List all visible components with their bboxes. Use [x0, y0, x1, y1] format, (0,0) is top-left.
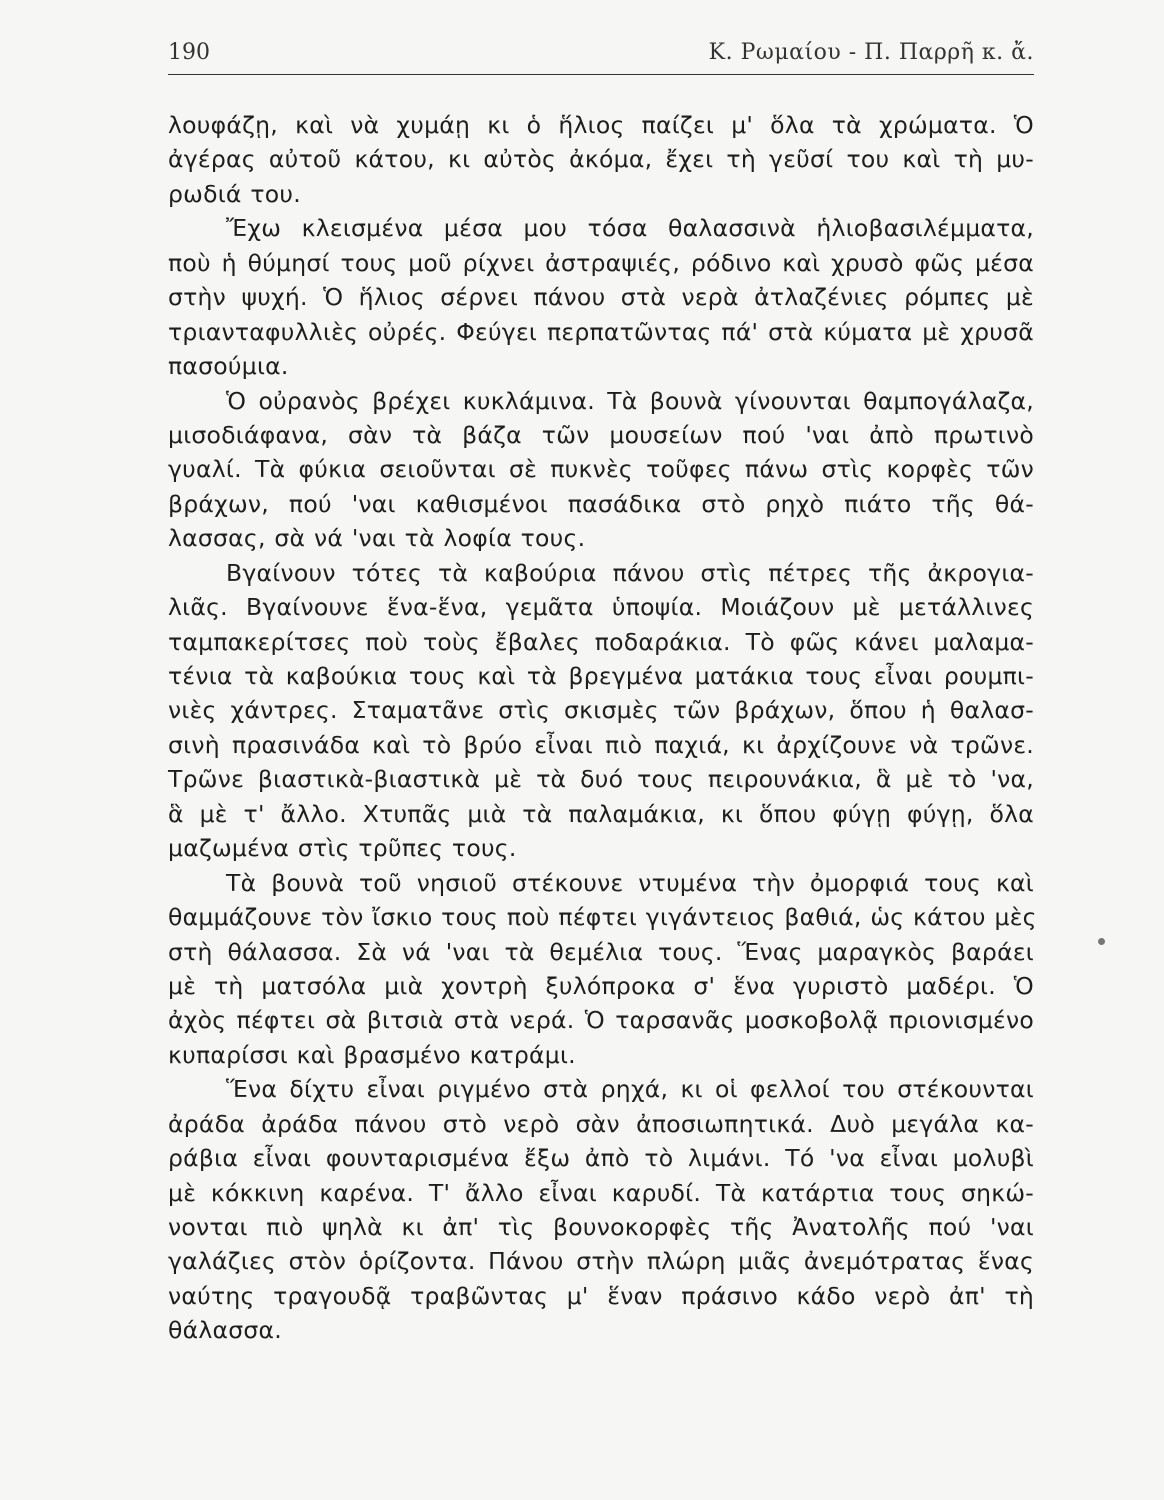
text-line: ράβια εἶναι φουνταρισμένα ἔξω ἀπὸ τὸ λιμάνι. Τό 'να εἶναι μολυβὶ [168, 1144, 1034, 1173]
text-line: μὲ τὴ ματσόλα μιὰ χοντρὴ ξυλόπροκα σ' ἕνα γυριστὸ μαδέρι. Ὁ [168, 971, 1034, 1000]
text-line: Τρῶνε βιαστικὰ-βιαστικὰ μὲ τὰ δυό τους πειρουνάκια, ἃ μὲ τὸ 'να, [168, 765, 1034, 794]
text-line: λασσας, σὰ νά 'ναι τὰ λοφία τους. [168, 524, 586, 553]
text-line: σινὴ πρασινάδα καὶ τὸ βρύο εἶναι πιὸ παχιά, κι ἀρχίζουνε νὰ τρῶνε. [168, 730, 1034, 759]
text-line: κυπαρίσσι καὶ βρασμένο κατράμι. [168, 1040, 576, 1069]
text-line: Ὁ οὐρανὸς βρέχει κυκλάμινα. Τὰ βουνὰ γίνουνται θαμπογάλαζα, [226, 386, 1034, 415]
text-line: στὴ θάλασσα. Σὰ νά 'ναι τὰ θεμέλια τους. Ἕνας μαραγκὸς βαράει [168, 937, 1034, 966]
text-line: Ἔχω κλεισμένα μέσα μου τόσα θαλασσινὰ ἡλιοβασιλέμματα, [226, 214, 1034, 243]
body-text [168, 108, 1037, 1348]
text-line: ἀράδα ἀράδα πάνου στὸ νερὸ σὰν ἀποσιωπητικά. Δυὸ μεγάλα κα- [168, 1109, 1034, 1138]
page-header [168, 40, 1034, 75]
running-head: Κ. Ρωμαίου - Π. Παρρῆ κ. ἄ. [708, 40, 1034, 65]
text-line: ποὺ ἡ θύμησί τους μοῦ ρίχνει ἀστραψιές, ρόδινο καὶ χρυσὸ φῶς μέσα [168, 248, 1034, 277]
text-line: ρωδιά του. [168, 179, 301, 208]
text-line: ναύτης τραγουδᾷ τραβῶντας μ' ἕναν πράσινο κάδο νερὸ ἀπ' τὴ [168, 1281, 1034, 1310]
text-line: νονται πιὸ ψηλὰ κι ἀπ' τὶς βουνοκορφὲς τῆς Ἀνατολῆς πού 'ναι [168, 1213, 1034, 1241]
text-line: μισοδιάφανα, σὰν τὰ βάζα τῶν μουσείων πού 'ναι ἀπὸ πρωτινὸ [168, 420, 1034, 449]
text-line: νιὲς χάντρες. Σταματᾶνε στὶς σκισμὲς τῶν βράχων, ὅπου ἡ θαλασ- [168, 696, 1034, 725]
text-line: ἃ μὲ τ' ἄλλο. Χτυπᾶς μιὰ τὰ παλαμάκια, κι ὅπου φύγῃ φύγῃ, ὅλα [168, 799, 1034, 828]
text-line: πασούμια. [168, 352, 289, 381]
text-line: γυαλί. Τὰ φύκια σειοῦνται σὲ πυκνὲς τοῦφες πάνω στὶς κορφὲς τῶν [168, 455, 1034, 484]
text-line: Τὰ βουνὰ τοῦ νησιοῦ στέκουνε ντυμένα τὴν ὀμορφιά τους καὶ [226, 868, 1034, 897]
text-line: ἀγέρας αὐτοῦ κάτου, κι αὐτὸς ἀκόμα, ἔχει τὴ γεῦσί του καὶ τὴ μυ- [168, 145, 1034, 174]
text-line: βράχων, πού 'ναι καθισμένοι πασάδικα στὸ ρηχὸ πιάτο τῆς θά- [168, 489, 1034, 518]
text-line: λιᾶς. Βγαίνουνε ἕνα-ἕνα, γεμᾶτα ὑποψία. Μοιάζουν μὲ μετάλλινες [168, 593, 1034, 622]
stray-dot-mark [1098, 938, 1105, 945]
page-number: 190 [168, 40, 210, 65]
text-line: θαμμάζουνε τὸν ἴσκιο τους ποὺ πέφτει γιγάντειος βαθιά, ὡς κάτου μὲς [168, 903, 1037, 932]
text-line: τριανταφυλλιὲς οὐρές. Φεύγει περπατῶντας πά' στὰ κύματα μὲ χρυσᾶ [168, 317, 1034, 346]
text-line: ἀχὸς πέφτει σὰ βιτσιὰ στὰ νερά. Ὁ ταρσανᾶς μοσκοβολᾷ πριονισμένο [168, 1006, 1034, 1035]
text-line: μὲ κόκκινη καρένα. Τ' ἄλλο εἶναι καρυδί. Τὰ κατάρτια τους σηκώ- [168, 1178, 1034, 1207]
text-line: στὴν ψυχή. Ὁ ἥλιος σέρνει πάνου στὰ νερὰ ἀτλαζένιες ρόμπες μὲ [168, 283, 1034, 312]
text-line: Ἕνα δίχτυ εἶναι ριγμένο στὰ ρηχά, κι οἱ φελλοί του στέκουνται [226, 1075, 1034, 1104]
text-line: λουφάζῃ, καὶ νὰ χυμάῃ κι ὁ ἥλιος παίζει μ' ὅλα τὰ χρώματα. Ὁ [168, 111, 1034, 139]
text-line: ταμπακερίτσες ποὺ τοὺς ἔβαλες ποδαράκια. Τὸ φῶς κάνει μαλαμα- [168, 627, 1034, 656]
text-line: τένια τὰ καβούκια τους καὶ τὰ βρεγμένα ματάκια τους εἶναι ρουμπι- [168, 662, 1034, 690]
text-line: γαλάζιες στὸν ὁρίζοντα. Πάνου στὴν πλώρη μιᾶς ἀνεμότρατας ἕνας [168, 1247, 1034, 1276]
text-line: Βγαίνουν τότες τὰ καβούρια πάνου στὶς πέτρες τῆς ἀκρογια- [226, 558, 1034, 587]
text-line: θάλασσα. [168, 1316, 283, 1345]
text-line: μαζωμένα στὶς τρῦπες τους. [168, 834, 517, 863]
